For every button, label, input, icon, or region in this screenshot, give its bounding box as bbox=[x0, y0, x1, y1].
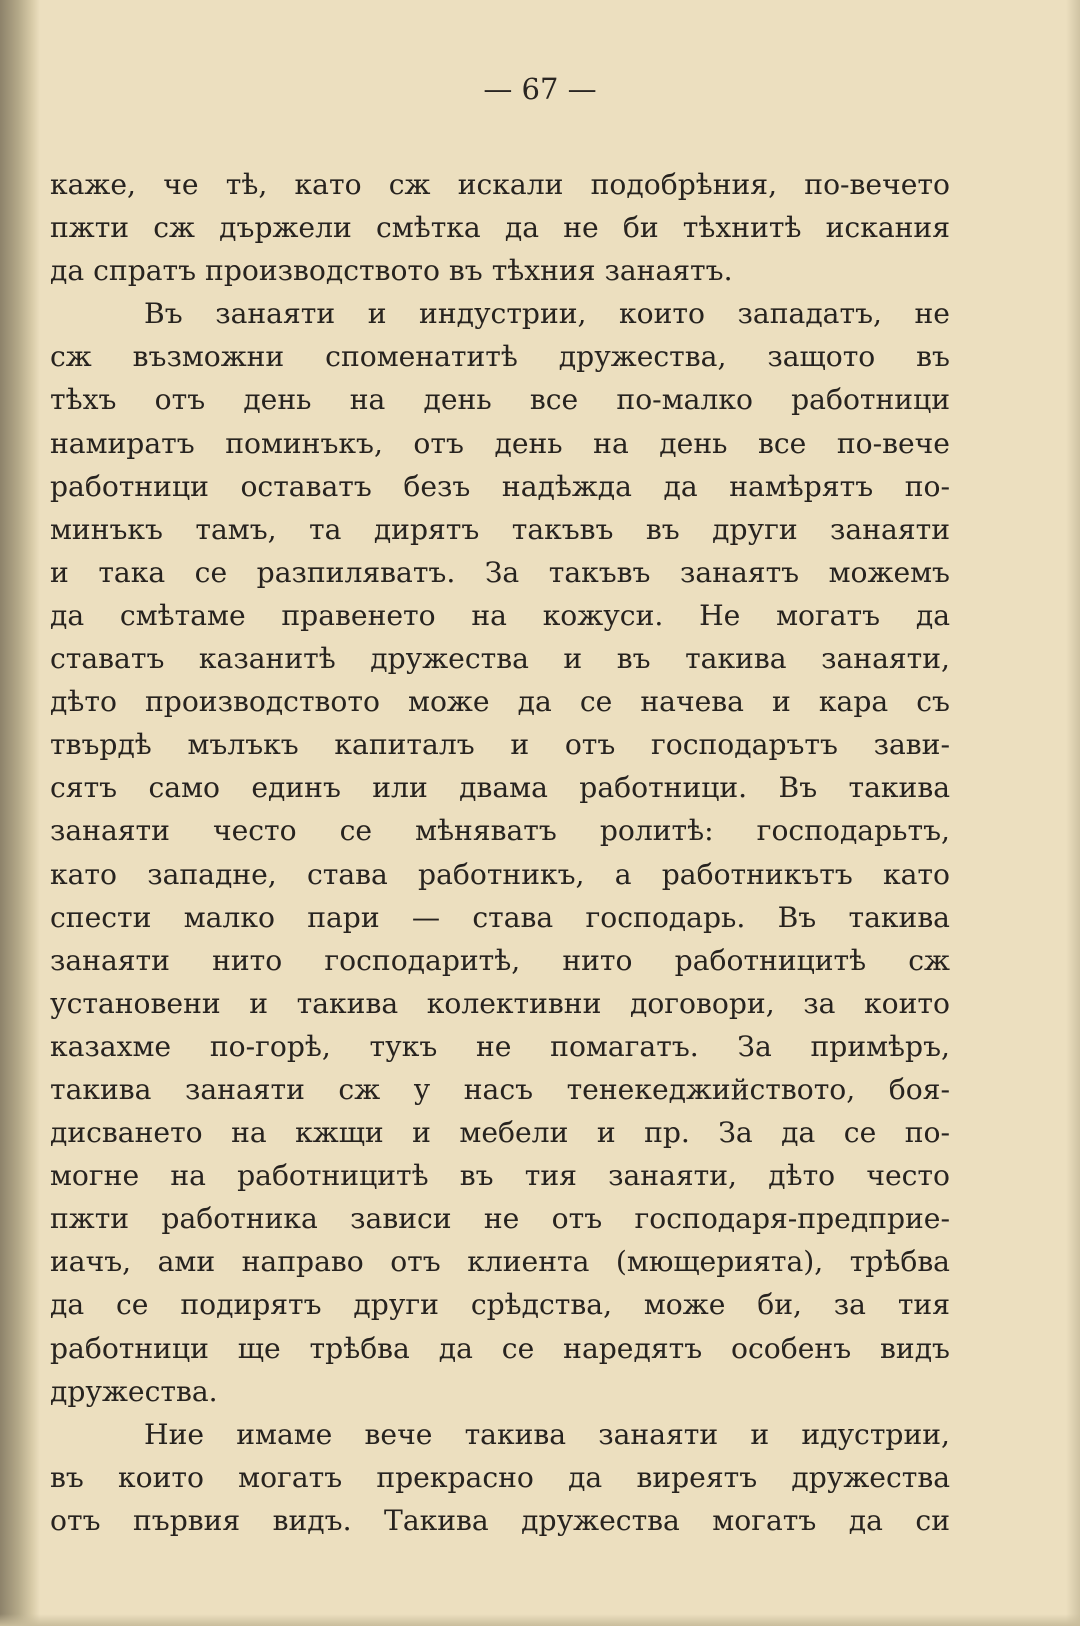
text-line: каже, че тѣ, като сж искали подобрѣния, по-вечето bbox=[50, 168, 950, 201]
text-line: Въ занаяти и индустрии, които западатъ, не bbox=[144, 297, 950, 331]
page-edge-bottom bbox=[0, 1614, 1080, 1626]
text-line: казахме по-горѣ, тукъ не помагатъ. За примѣръ, bbox=[50, 1029, 950, 1063]
text-line: да смѣтаме правенето на кожуси. Не могатъ да bbox=[50, 598, 950, 632]
page-edge-right bbox=[1066, 0, 1080, 1626]
text-line: сж възможни споменатитѣ дружества, защото въ bbox=[50, 340, 950, 374]
text-line: тѣхъ отъ день на день все по-малко работници bbox=[50, 383, 950, 417]
text-line: сятъ само единъ или двама работници. Въ такива bbox=[50, 771, 950, 805]
text-line: намиратъ поминъкъ, отъ день на день все по-вече bbox=[50, 426, 950, 460]
text-line: могне на работницитѣ въ тия занаяти, дѣто често bbox=[50, 1159, 950, 1193]
text-line: такива занаяти сж у насъ тенекеджийството, боя- bbox=[50, 1072, 950, 1106]
text-line: дѣто производството може да се начева и кара съ bbox=[50, 685, 950, 719]
text-line: да се подирятъ други срѣдства, може би, за тия bbox=[50, 1288, 950, 1322]
text-line: като западне, става работникъ, а работникътъ като bbox=[50, 857, 950, 891]
text-line: занаяти често се мѣняватъ ролитѣ: господарьтъ, bbox=[50, 814, 950, 848]
text-line: пжти работника зависи не отъ господаря-предприе- bbox=[50, 1202, 950, 1236]
text-line: Ние имаме вече такива занаяти и идустрии, bbox=[144, 1417, 950, 1451]
text-line: работници ще трѣбва да се наредятъ особенъ видъ bbox=[50, 1331, 950, 1365]
text-line: работници оставатъ безъ надѣжда да намѣрятъ по- bbox=[50, 469, 950, 503]
text-line: иачъ, ами направо отъ клиента (мющерията), трѣбва bbox=[50, 1245, 950, 1279]
text-line: ставатъ казанитѣ дружества и въ такива занаяти, bbox=[50, 642, 950, 676]
text-line: пжти сж държели смѣтка да не би тѣхнитѣ искания bbox=[50, 211, 950, 245]
text-line: установени и такива колективни договори, за които bbox=[50, 986, 950, 1020]
text-line: дружества. bbox=[50, 1374, 218, 1408]
text-line: минъкъ тамъ, та дирятъ такъвъ въ други занаяти bbox=[50, 512, 950, 546]
text-line: дисването на кжщи и мебели и пр. За да се по- bbox=[50, 1116, 950, 1150]
text-line: твърдѣ мълъкъ капиталъ и отъ господарътъ зави- bbox=[50, 728, 950, 762]
text-line: и така се разпиляватъ. За такъвъ занаятъ можемъ bbox=[50, 555, 950, 589]
text-line: отъ първия видъ. Такива дружества могатъ да си bbox=[50, 1503, 950, 1537]
text-line: да спратъ производството въ тѣхния занаятъ. bbox=[50, 254, 733, 288]
text-line: занаяти нито господаритѣ, нито работницитѣ сж bbox=[50, 943, 950, 977]
body-text bbox=[50, 163, 950, 1542]
page-number: — 67 — bbox=[483, 72, 597, 106]
book-spine-shadow bbox=[0, 0, 40, 1626]
text-line: въ които могатъ прекрасно да виреятъ дружества bbox=[50, 1460, 950, 1494]
text-line: спести малко пари — става господарь. Въ такива bbox=[50, 900, 950, 934]
